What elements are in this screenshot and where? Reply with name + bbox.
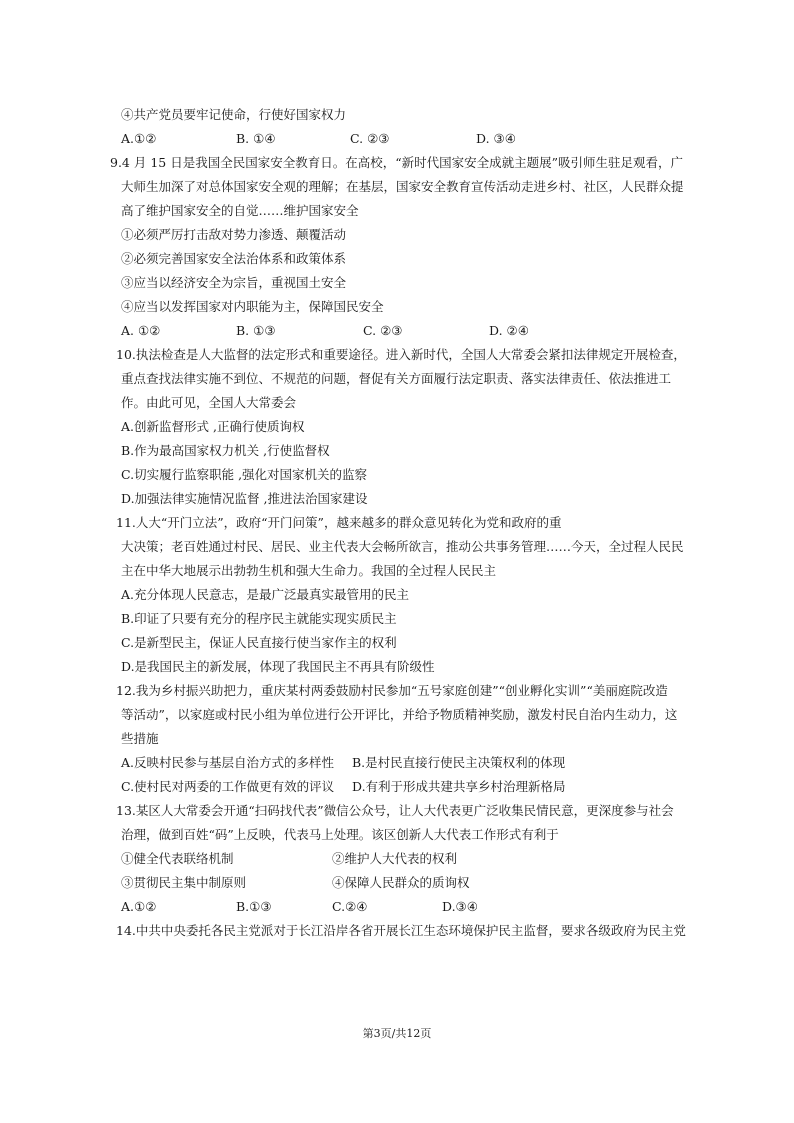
question-9-item: ④应当以发挥国家对内职能为主，保障国民安全 [121, 299, 384, 314]
option-d: D. ③④ [476, 131, 516, 146]
question-9-item: ②必须完善国家安全法治体系和政策体系 [121, 251, 347, 266]
question-11-stem-line: 主在中华大地展示出勃勃生机和强大生命力。我国的全过程人民民主 [121, 563, 497, 578]
question-12-stem-line: 些措施 [121, 731, 159, 746]
question-9-stem-line: 高了维护国家安全的自觉……维护国家安全 [121, 203, 359, 218]
question-13-item: ④保障人民群众的质询权 [332, 875, 470, 890]
option-b: B.是村民直接行使民主决策权利的体现 [352, 755, 566, 770]
question-10-stem-line: 作。由此可见，全国人大常委会 [121, 395, 297, 410]
question-10-stem-line: 重点查找法律实施不到位、不规范的问题，督促有关方面履行法定职责、落实法律责任、依法推进工 [121, 371, 672, 386]
question-9-stem-line: 大师生加深了对总体国家安全观的理解；在基层，国家安全教育宣传活动走进乡村、社区，人民群众提 [121, 179, 684, 194]
option-b: B.①③ [236, 899, 272, 914]
option-a: A. ①② [121, 323, 161, 338]
question-9-stem-line: 9.4 月 15 日是我国全民国家安全教育日。在高校，“新时代国家安全成就主题展”吸引师生驻足观看，广 [110, 155, 683, 170]
option-b: B. ①③ [236, 323, 276, 338]
question-14-stem-line: 14.中共中央委托各民主党派对于长江沿岸各省开展长江生态环境保护民主监督，要求各级政府为民主党 [116, 923, 686, 938]
question-12-stem-line: 等活动”，以家庭或村民小组为单位进行公开评比，并给予物质精神奖励，激发村民自治内生动力，这 [121, 707, 678, 722]
question-12-stem-line: 12.我为乡村振兴助把力，重庆某村两委鼓励村民参加“五号家庭创建”“创业孵化实训”“美丽庭院改造 [116, 683, 668, 698]
option-c: C.是新型民主，保证人民直接行使当家作主的权利 [121, 635, 397, 650]
option-d: D.是我国民主的新发展，体现了我国民主不再具有阶级性 [121, 659, 435, 674]
option-c: C.②④ [332, 899, 368, 914]
option-d: D.有利于形成共建共享乡村治理新格局 [352, 779, 566, 794]
option-c: C.使村民对两委的工作做更有效的评议 [121, 779, 335, 794]
option-c: C.切实履行监察职能 ,强化对国家机关的监察 [121, 467, 368, 482]
question-13-stem-line: 13.某区人大常委会开通“扫码找代表”微信公众号，让人大代表更广泛收集民情民意，更深度参与社会 [116, 803, 674, 818]
page-number: 第3页/共12页 [362, 1027, 432, 1040]
question-13-item: ①健全代表联络机制 [121, 851, 234, 866]
option-d: D. ②④ [489, 323, 529, 338]
option-a: A.创新监督形式 ,正确行使质询权 [121, 419, 305, 434]
option-b: B.作为最高国家权力机关 ,行使监督权 [121, 443, 330, 458]
question-11-stem-line: 大决策；老百姓通过村民、居民、业主代表大会畅所欲言，推动公共事务管理……今天，全过程人民民 [121, 539, 684, 554]
question-item: ④共产党员要牢记使命，行使好国家权力 [121, 107, 347, 122]
option-a: A.①② [121, 131, 157, 146]
question-13-item: ③贯彻民主集中制原则 [121, 875, 247, 890]
question-13-item: ②维护人大代表的权利 [332, 851, 458, 866]
option-b: B. ①④ [236, 131, 276, 146]
option-b: B.印证了只要有充分的程序民主就能实现实质民主 [121, 611, 397, 626]
question-10-stem-line: 10.执法检查是人大监督的法定形式和重要途径。进入新时代，全国人大常委会紧扣法律规定开展检查， [116, 347, 686, 362]
option-c: C. ②③ [363, 323, 403, 338]
option-a: A.充分体现人民意志，是最广泛最真实最管用的民主 [121, 587, 410, 602]
option-a: A.①② [121, 899, 157, 914]
question-9-item: ①必须严厉打击敌对势力渗透、颠覆活动 [121, 227, 347, 242]
option-d: D.加强法律实施情况监督 ,推进法治国家建设 [121, 491, 368, 506]
option-d: D.③④ [442, 899, 478, 914]
question-9-item: ③应当以经济安全为宗旨，重视国土安全 [121, 275, 347, 290]
question-13-stem-line: 治理，做到百姓“码”上反映，代表马上处理。该区创新人大代表工作形式有利于 [121, 827, 559, 842]
question-11-stem-line: 11.人大“开门立法”，政府“开门问策”，越来越多的群众意见转化为党和政府的重 [116, 515, 562, 530]
option-c: C. ②③ [350, 131, 390, 146]
option-a: A.反映村民参与基层自治方式的多样性 [121, 755, 335, 770]
